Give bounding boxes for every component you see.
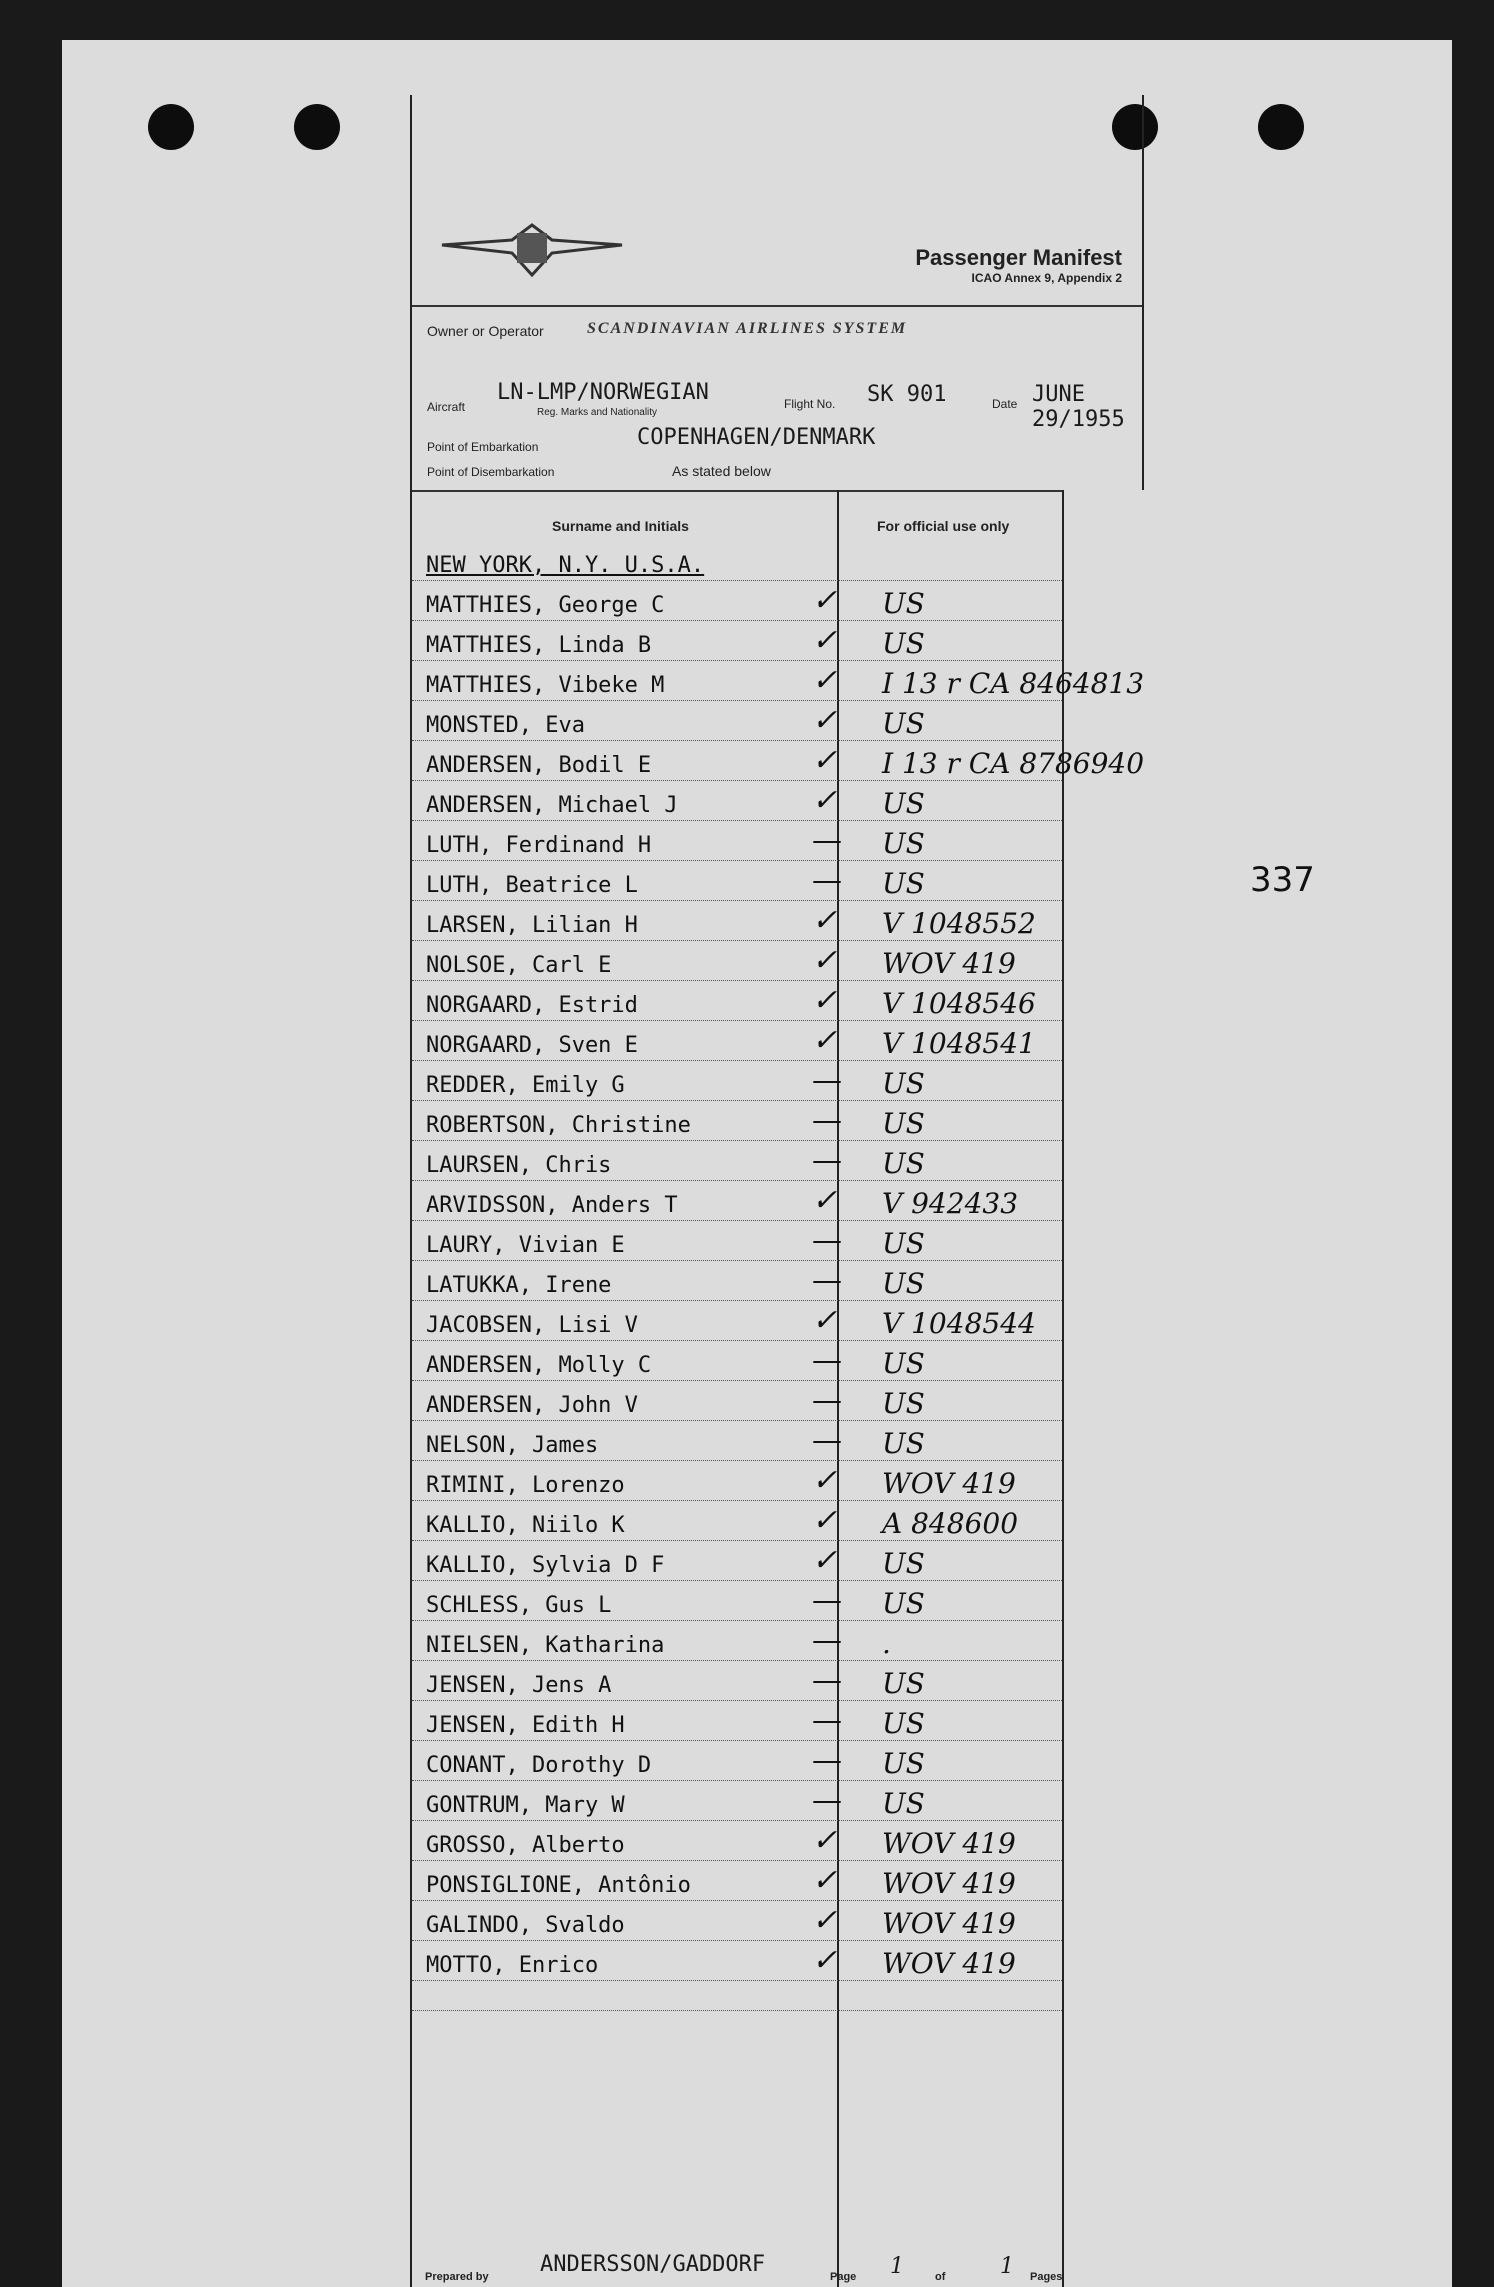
margin-page-number: 337 (1250, 860, 1315, 900)
table-row (412, 1860, 1062, 1901)
check-mark: — (812, 1623, 842, 1658)
check-mark: — (812, 1743, 842, 1778)
check-mark: — (812, 1263, 842, 1298)
official-note: WOV 419 (882, 1947, 1016, 1980)
table-row (412, 1900, 1062, 1941)
table-row (412, 1940, 1062, 1981)
official-note: US (882, 1707, 925, 1740)
table-row (412, 1140, 1062, 1181)
check-mark: ✓ (812, 1943, 838, 1978)
passenger-name: CONANT, Dorothy D (426, 1753, 652, 1778)
divider (412, 490, 1062, 492)
official-note: US (882, 787, 925, 820)
official-note: US (882, 1067, 925, 1100)
official-note: WOV 419 (882, 947, 1016, 980)
manifest-title (915, 245, 1122, 285)
owner-value: SCANDINAVIAN AIRLINES SYSTEM (587, 320, 908, 337)
pages-label: Pages (1030, 2271, 1063, 2283)
check-mark: ✓ (812, 1303, 838, 1338)
official-note: US (882, 1267, 925, 1300)
page-value: 1 (890, 2254, 904, 2279)
passenger-name: JACOBSEN, Lisi V (426, 1313, 638, 1338)
official-note: US (882, 1227, 925, 1260)
check-mark: ✓ (812, 903, 838, 938)
check-mark: — (812, 823, 842, 858)
table-row (412, 1060, 1062, 1101)
table-row (412, 700, 1062, 741)
divider (412, 2010, 1062, 2011)
check-mark: — (812, 1143, 842, 1178)
table-row (412, 1620, 1062, 1661)
divider (412, 305, 1142, 307)
official-note: US (882, 1107, 925, 1140)
official-note: US (882, 587, 925, 620)
table-row (412, 740, 1145, 781)
date-value-day: 29/1955 (1032, 407, 1125, 432)
subtitle-text: ICAO Annex 9, Appendix 2 (971, 271, 1122, 285)
passenger-name: ROBERTSON, Christine (426, 1113, 691, 1138)
official-note: US (882, 1427, 925, 1460)
official-note: A 848600 (882, 1507, 1019, 1540)
table-row (412, 1700, 1062, 1741)
official-note: US (882, 1547, 925, 1580)
passenger-name: LARSEN, Lilian H (426, 913, 638, 938)
official-note: US (882, 1387, 925, 1420)
check-mark: — (812, 1063, 842, 1098)
official-note: I 13 r CA 8786940 (882, 747, 1145, 780)
passenger-name: NOLSOE, Carl E (426, 953, 612, 978)
official-note: US (882, 1587, 925, 1620)
check-mark: ✓ (812, 1543, 838, 1578)
check-mark: ✓ (812, 623, 838, 658)
check-mark: — (812, 1383, 842, 1418)
official-note: V 1048541 (882, 1027, 1036, 1060)
check-mark: ✓ (812, 783, 838, 818)
passenger-name: ANDERSEN, John V (426, 1393, 638, 1418)
of-label: of (935, 2271, 946, 2283)
embark-value: COPENHAGEN/DENMARK (637, 425, 876, 450)
table-row (412, 1380, 1062, 1421)
check-mark: ✓ (812, 1903, 838, 1938)
table-row (412, 940, 1062, 981)
passenger-name: RIMINI, Lorenzo (426, 1473, 625, 1498)
flight-label: Flight No. (784, 397, 836, 411)
table-row (412, 1500, 1062, 1541)
manifest-form (410, 95, 1145, 2287)
official-note: US (882, 1147, 925, 1180)
check-mark: ✓ (812, 943, 838, 978)
official-note: US (882, 1747, 925, 1780)
official-note: US (882, 827, 925, 860)
table-row (412, 780, 1062, 821)
official-note: US (882, 1667, 925, 1700)
passenger-name: KALLIO, Niilo K (426, 1513, 625, 1538)
destination-row (412, 540, 1062, 581)
table-row (412, 1220, 1062, 1261)
punch-hole (148, 104, 194, 150)
passenger-name: ANDERSEN, Molly C (426, 1353, 652, 1378)
table-row (412, 1420, 1062, 1461)
check-mark: ✓ (812, 663, 838, 698)
passenger-name: REDDER, Emily G (426, 1073, 625, 1098)
passenger-name: MATTHIES, Vibeke M (426, 673, 665, 698)
of-value: 1 (1000, 2254, 1014, 2279)
passenger-name: PONSIGLIONE, Antônio (426, 1873, 691, 1898)
passenger-name: ANDERSEN, Bodil E (426, 753, 652, 778)
passenger-name: LATUKKA, Irene (426, 1273, 612, 1298)
prepared-label: Prepared by (425, 2271, 489, 2283)
table-row (412, 1260, 1062, 1301)
passenger-name: JENSEN, Jens A (426, 1673, 612, 1698)
manifest-header (410, 95, 1144, 490)
passenger-name: MATTHIES, Linda B (426, 633, 652, 658)
page-label: Page (830, 2271, 857, 2283)
col-header-name: Surname and Initials (552, 518, 689, 534)
passenger-name: LUTH, Beatrice L (426, 873, 638, 898)
passenger-name: MATTHIES, George C (426, 593, 665, 618)
official-note: US (882, 627, 925, 660)
check-mark: ✓ (812, 1863, 838, 1898)
punch-hole (294, 104, 340, 150)
passenger-name: GALINDO, Svaldo (426, 1913, 625, 1938)
manifest-footer (410, 2227, 1150, 2287)
table-row (412, 1180, 1062, 1221)
check-mark: — (812, 863, 842, 898)
table-row (412, 1460, 1062, 1501)
passenger-name: LUTH, Ferdinand H (426, 833, 652, 858)
title-text: Passenger Manifest (915, 245, 1122, 270)
table-row (412, 660, 1145, 701)
check-mark: — (812, 1423, 842, 1458)
table-row (412, 1740, 1062, 1781)
passenger-name: GROSSO, Alberto (426, 1833, 625, 1858)
official-note: US (882, 1347, 925, 1380)
passenger-name: NORGAARD, Estrid (426, 993, 638, 1018)
official-note: V 942433 (882, 1187, 1019, 1220)
official-note: V 1048544 (882, 1307, 1036, 1340)
check-mark: — (812, 1223, 842, 1258)
table-row (412, 1780, 1062, 1821)
check-mark: ✓ (812, 743, 838, 778)
official-note: V 1048552 (882, 907, 1036, 940)
official-note: US (882, 707, 925, 740)
passenger-name: JENSEN, Edith H (426, 1713, 625, 1738)
check-mark: — (812, 1343, 842, 1378)
reg-label: Reg. Marks and Nationality (537, 407, 658, 418)
passenger-name: MONSTED, Eva (426, 713, 585, 738)
official-note: WOV 419 (882, 1867, 1016, 1900)
official-note: US (882, 867, 925, 900)
col-header-official: For official use only (877, 518, 1010, 534)
table-row (412, 1300, 1062, 1341)
check-mark: ✓ (812, 703, 838, 738)
passenger-name: NIELSEN, Katharina (426, 1633, 665, 1658)
check-mark: — (812, 1103, 842, 1138)
passenger-name: ARVIDSSON, Anders T (426, 1193, 678, 1218)
table-row (412, 1100, 1062, 1141)
check-mark: — (812, 1583, 842, 1618)
aircraft-label: Aircraft (427, 400, 466, 414)
table-row (412, 1020, 1062, 1061)
punch-hole (1258, 104, 1304, 150)
date-value-month: JUNE (1032, 382, 1085, 407)
prepared-value: ANDERSSON/GADDORF (540, 2252, 766, 2277)
aircraft-value: LN-LMP/NORWEGIAN (497, 380, 709, 405)
airline-logo-icon (432, 205, 632, 295)
official-note: WOV 419 (882, 1827, 1016, 1860)
official-note: US (882, 1787, 925, 1820)
passenger-name: SCHLESS, Gus L (426, 1593, 612, 1618)
check-mark: — (812, 1663, 842, 1698)
table-row (412, 820, 1062, 861)
official-note: . (882, 1627, 891, 1660)
table-row (412, 1820, 1062, 1861)
embark-label: Point of Embarkation (427, 440, 539, 454)
disembark-label: Point of Disembarkation (427, 465, 555, 479)
official-note: V 1048546 (882, 987, 1036, 1020)
check-mark: — (812, 1703, 842, 1738)
passenger-name: NELSON, James (426, 1433, 599, 1458)
official-note: WOV 419 (882, 1907, 1016, 1940)
passenger-name: KALLIO, Sylvia D F (426, 1553, 665, 1578)
table-row (412, 1660, 1062, 1701)
check-mark: ✓ (812, 1823, 838, 1858)
date-label: Date (992, 397, 1018, 411)
passenger-name: ANDERSEN, Michael J (426, 793, 678, 818)
check-mark: ✓ (812, 1183, 838, 1218)
disembark-value: As stated below (672, 463, 771, 479)
passenger-name: MOTTO, Enrico (426, 1953, 599, 1978)
passenger-name: LAURSEN, Chris (426, 1153, 612, 1178)
check-mark: ✓ (812, 983, 838, 1018)
official-note: WOV 419 (882, 1467, 1016, 1500)
passenger-name: LAURY, Vivian E (426, 1233, 625, 1258)
check-mark: ✓ (812, 1023, 838, 1058)
check-mark: ✓ (812, 583, 838, 618)
check-mark: ✓ (812, 1463, 838, 1498)
table-row (412, 980, 1062, 1021)
check-mark: — (812, 1783, 842, 1818)
table-row (412, 860, 1062, 901)
passenger-name: GONTRUM, Mary W (426, 1793, 625, 1818)
flight-value: SK 901 (867, 382, 947, 407)
table-row (412, 1340, 1062, 1381)
table-row (412, 900, 1062, 941)
official-note: I 13 r CA 8464813 (882, 667, 1145, 700)
check-mark: ✓ (812, 1503, 838, 1538)
destination-text: NEW YORK, N.Y. U.S.A. (426, 553, 705, 578)
table-row (412, 1580, 1062, 1621)
owner-label: Owner or Operator (427, 323, 544, 339)
table-row (412, 620, 1062, 661)
passenger-table (410, 490, 1145, 2287)
table-row (412, 1540, 1062, 1581)
passenger-name: NORGAARD, Sven E (426, 1033, 638, 1058)
table-row (412, 580, 1062, 621)
